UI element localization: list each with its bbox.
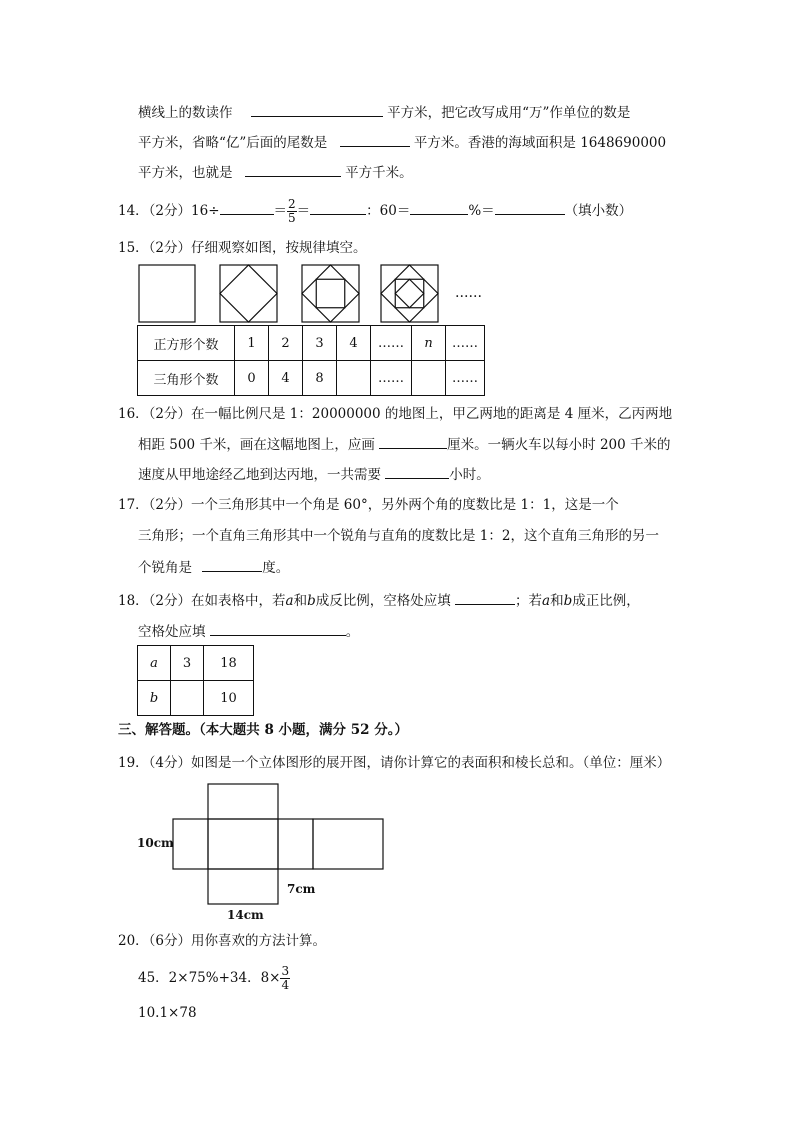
net-front-face bbox=[208, 819, 278, 869]
table-cell: …… bbox=[446, 361, 485, 396]
table-cell: 3 bbox=[171, 646, 204, 681]
table-cell: 2 bbox=[269, 326, 303, 361]
q17-line3: 个锐角是 度。 bbox=[138, 557, 289, 578]
table-cell: b bbox=[138, 681, 171, 716]
q19-question: 19．（4分）如图是一个立体图形的展开图，请你计算它的表面积和棱长总和。（单位：厘米） bbox=[118, 755, 671, 771]
net-left-face bbox=[173, 819, 208, 869]
row-label: 三角形个数 bbox=[138, 361, 235, 396]
fraction: $\frac{3}{4}$ bbox=[281, 964, 290, 992]
table-cell: 0 bbox=[235, 361, 269, 396]
q18-line1: 18．（2分）在如表格中，若a和b成反比例，空格处应填 ；若a和b成正比例， bbox=[118, 590, 640, 611]
pattern-ellipsis: …… bbox=[455, 285, 482, 301]
dimension-width-label: 7cm bbox=[287, 882, 316, 896]
table-cell: 3 bbox=[303, 326, 337, 361]
table-cell: 4 bbox=[269, 361, 303, 396]
table-cell: 18 bbox=[204, 646, 254, 681]
q20-expression-2: 10.1×78 bbox=[138, 1005, 197, 1021]
dimension-height-label: 10cm bbox=[137, 836, 174, 850]
fraction: $\frac{2}{5}$ bbox=[288, 197, 296, 225]
q17-line2: 三角形；一个直角三角形其中一个锐角与直角的度数比是 1：2，这个直角三角形的另一 bbox=[138, 528, 659, 544]
table-cell: …… bbox=[371, 326, 412, 361]
q16-line3: 速度从甲地途经乙地到达丙地，一共需要 小时。 bbox=[138, 464, 490, 485]
table-cell: 4 bbox=[337, 326, 371, 361]
net-bottom-face bbox=[208, 869, 278, 904]
q17-line1: 17．（2分）一个三角形其中一个角是 60°，另外两个角的度数比是 1：1，这是一个 bbox=[118, 497, 619, 513]
section-heading: 三、解答题。（本大题共 8 小题，满分 52 分。） bbox=[118, 722, 408, 738]
table-cell: 8 bbox=[303, 361, 337, 396]
q18-line2: 空格处应填 。 bbox=[138, 621, 359, 642]
q15-question: 15．（2分）仔细观察如图，按规律填空。 bbox=[118, 240, 367, 256]
q20-question: 20．（6分）用你喜欢的方法计算。 bbox=[118, 933, 327, 949]
dimension-length-label: 14cm bbox=[227, 908, 264, 922]
table-cell: a bbox=[138, 646, 171, 681]
q13-line1: 横线上的数读作 平方米，把它改写成用“万”作单位的数是 bbox=[138, 102, 630, 123]
table-cell: …… bbox=[371, 361, 412, 396]
q16-line1: 16．（2分）在一幅比例尺是 1：20000000 的地图上，甲乙两地的距离是 4 厘米，乙丙两地 bbox=[118, 406, 673, 422]
q16-line2: 相距 500 千米，画在这幅地图上，应画 厘米。一辆火车以每小时 200 千米的 bbox=[138, 434, 671, 455]
net-top-face bbox=[208, 784, 278, 819]
table-cell: 1 bbox=[235, 326, 269, 361]
net-right-face bbox=[278, 819, 313, 869]
table-cell: n bbox=[412, 326, 446, 361]
table-cell: 10 bbox=[204, 681, 254, 716]
row-label: 正方形个数 bbox=[138, 326, 235, 361]
q14: 14．（2分）16÷ ＝ $\frac{2}{5}$ ＝ ：60＝ %＝ （填小数） bbox=[118, 197, 633, 225]
table-cell: …… bbox=[446, 326, 485, 361]
q13-line3: 平方米，也就是 平方千米。 bbox=[138, 162, 413, 183]
q13-line2: 平方米，省略“亿”后面的尾数是 平方米。香港的海域面积是 1648690000 bbox=[138, 132, 666, 153]
q20-expression-1: 45．2×75%+34．8× $\frac{3}{4}$ bbox=[138, 964, 290, 992]
net-back-face bbox=[313, 819, 383, 869]
